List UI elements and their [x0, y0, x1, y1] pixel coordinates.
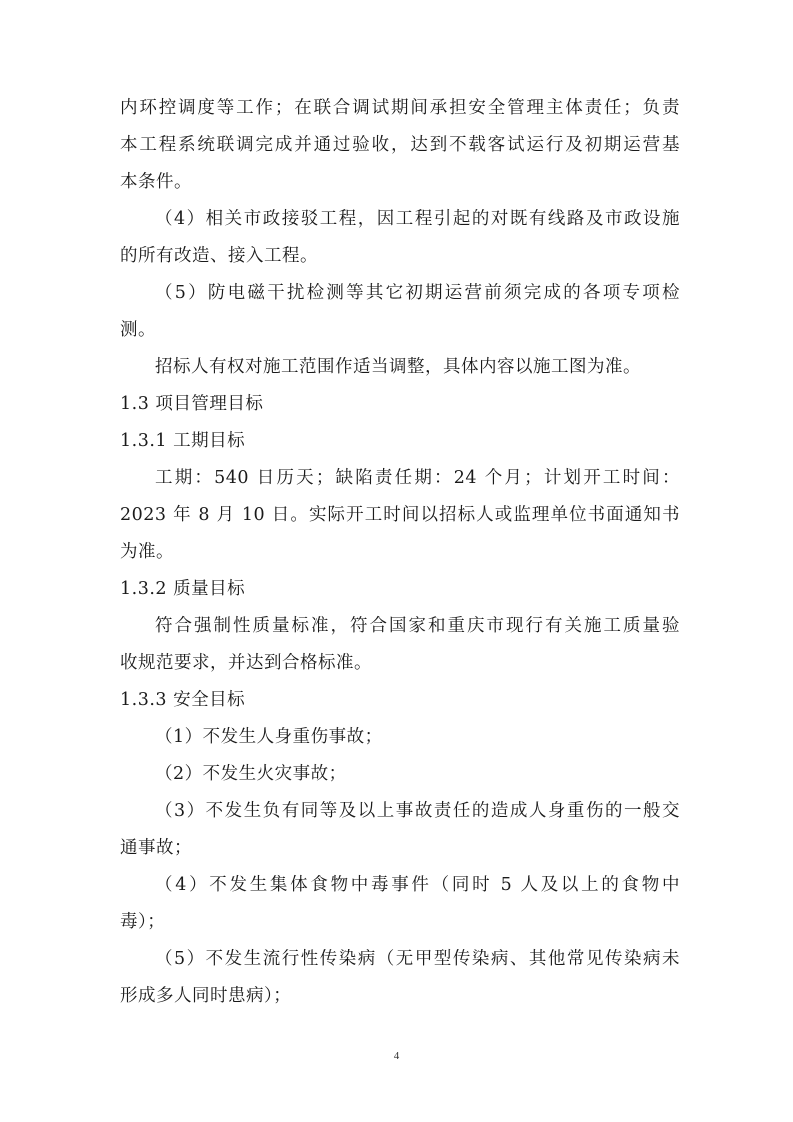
text-line: 本条件。 — [120, 172, 192, 192]
text-line: （4）相关市政接驳工程，因工程引起的对既有线路及市政设施 — [155, 209, 680, 229]
text-line: 通事故； — [120, 838, 192, 858]
text-line: 形成多人同时患病）； — [120, 986, 292, 1006]
list-item: （2）不发生火灾事故； — [155, 764, 347, 784]
section-heading: 1.3.2 质量目标 — [120, 579, 246, 599]
section-heading: 1.3.3 安全目标 — [120, 690, 246, 710]
text-line: 2023 年 8 月 10 日。实际开工时间以招标人或监理单位书面通知书 — [120, 505, 680, 525]
text-line: 的所有改造、接入工程。 — [120, 246, 318, 266]
text-line: （5）防电磁干扰检测等其它初期运营前须完成的各项专项检 — [155, 283, 680, 303]
text-line: 为准。 — [120, 542, 174, 562]
text-line: 收规范要求，并达到合格标准。 — [120, 653, 372, 673]
page-number: 4 — [393, 1050, 400, 1062]
section-heading: 1.3.1 工期目标 — [120, 431, 246, 451]
text-line: 毒）； — [120, 912, 166, 932]
list-item: （4）不发生集体食物中毒事件（同时 5 人及以上的食物中 — [155, 875, 680, 895]
text-line: 符合强制性质量标准，符合国家和重庆市现行有关施工质量验 — [155, 616, 680, 636]
text-line: 招标人有权对施工范围作适当调整，具体内容以施工图为准。 — [155, 357, 641, 377]
text-line: 工期：540 日历天；缺陷责任期：24 个月；计划开工时间： — [155, 468, 680, 488]
section-heading: 1.3 项目管理目标 — [120, 394, 264, 414]
list-item: （5）不发生流行性传染病（无甲型传染病、其他常见传染病未 — [155, 949, 680, 969]
list-item: （3）不发生负有同等及以上事故责任的造成人身重伤的一般交 — [155, 801, 680, 821]
text-line: 测。 — [120, 320, 156, 340]
text-line: 内环控调度等工作；在联合调试期间承担安全管理主体责任；负责 — [120, 98, 680, 118]
list-item: （1）不发生人身重伤事故； — [155, 727, 383, 747]
text-line: 本工程系统联调完成并通过验收，达到不载客试运行及初期运营基 — [120, 135, 680, 155]
